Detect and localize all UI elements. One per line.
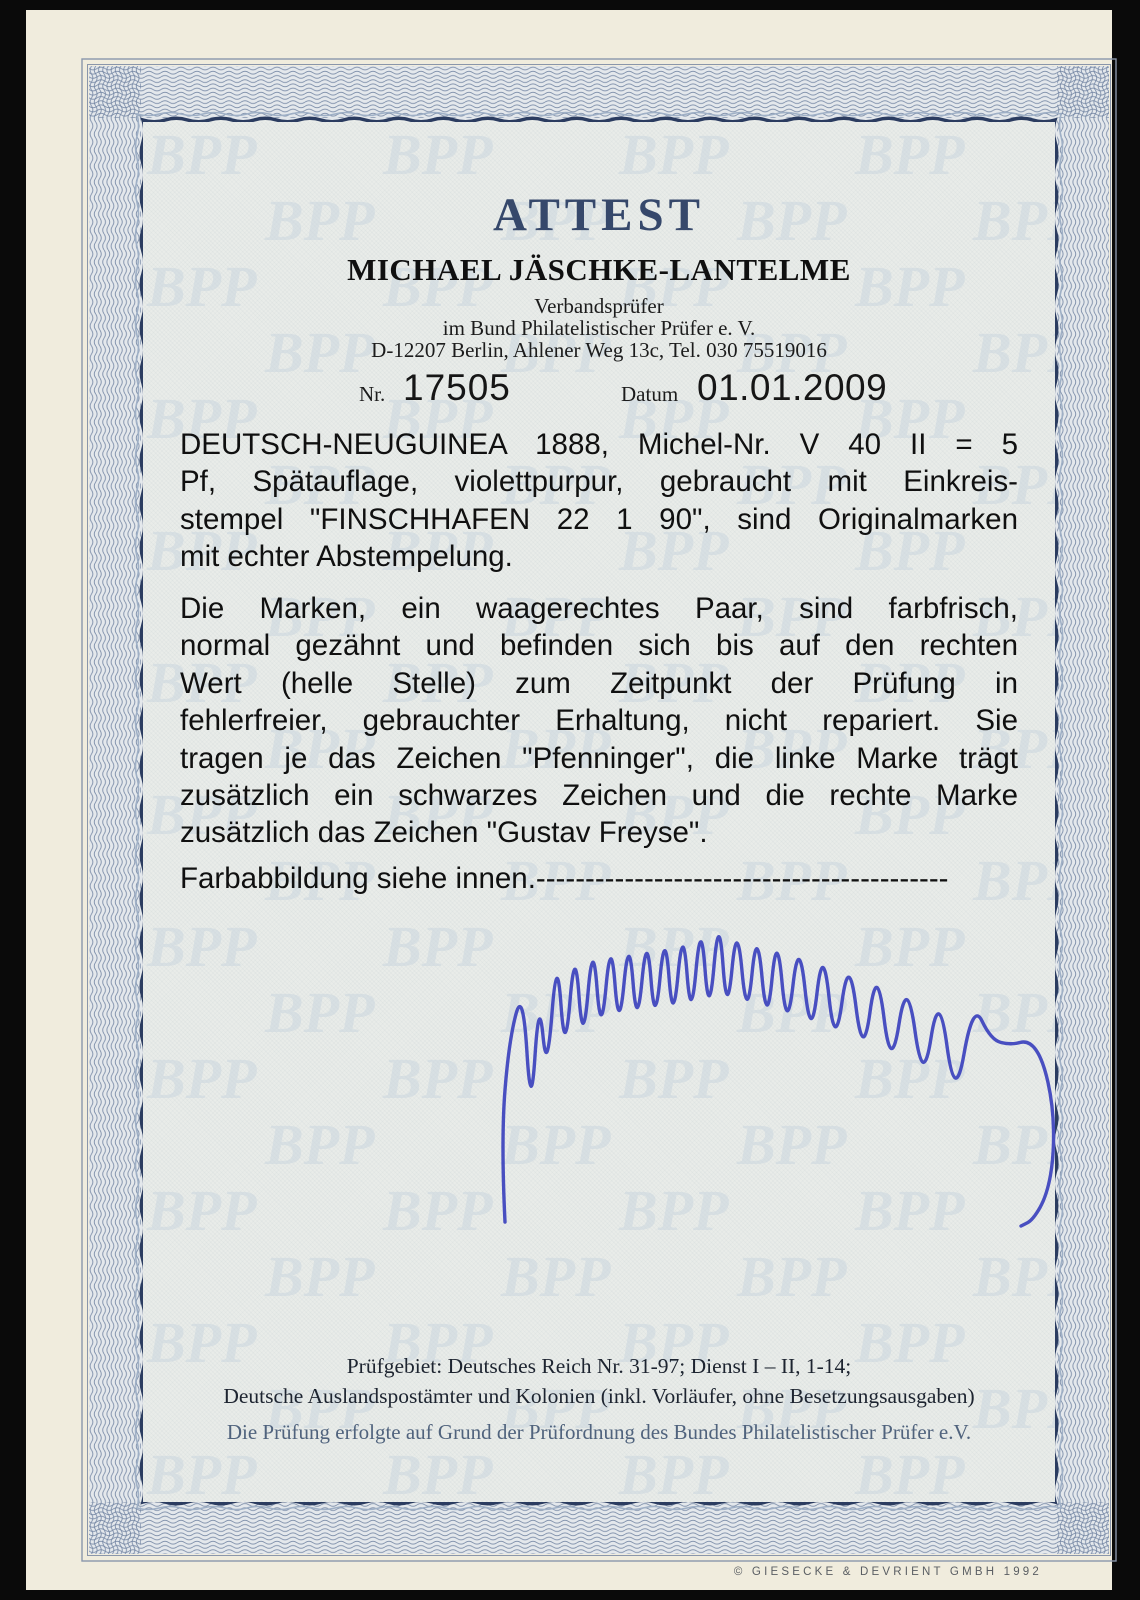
body-line: fehlerfreier, gebrauchter Erhaltung, nicht repariert. Sie — [180, 704, 1018, 738]
footer-pruefordnung-note: Die Prüfung erfolgte auf Grund der Prüfordnung des Bundes Philatelistischer Prüfer e.V. — [226, 1420, 972, 1444]
body-line: Pf, Spätauflage, violettpurpur, gebraucht mit Einkreis- — [180, 465, 1018, 499]
body-line: normal gezähnt und befinden sich bis auf den rechten — [180, 629, 1018, 663]
examiner-address: D-12207 Berlin, Ahlener Weg 13c, Tel. 030 75519016 — [371, 338, 827, 362]
certificate-date: 01.01.2009 — [697, 367, 888, 408]
color-illustration-note: Farbabbildung siehe innen.------------------------------------------ — [180, 862, 949, 895]
certificate-number: 17505 — [403, 367, 511, 408]
body-line: Wert (helle Stelle) zum Zeitpunkt der Prüfung in — [180, 666, 1018, 700]
body-line: tragen je das Zeichen "Pfenninger", die linke Marke trägt — [180, 741, 1018, 775]
examiner-association: im Bund Philatelistischer Prüfer e. V. — [442, 316, 756, 340]
certificate-title: ATTEST — [493, 189, 705, 241]
body-line: DEUTSCH-NEUGUINEA 1888, Michel-Nr. V 40 II = 5 — [180, 428, 1018, 461]
certificate-date-label: Datum — [621, 382, 679, 406]
examiner-name: MICHAEL JÄSCHKE-LANTELME — [347, 252, 851, 287]
body-line: zusätzlich das Zeichen "Gustav Freyse". — [180, 816, 708, 850]
examiner-role: Verbandsprüfer — [534, 294, 664, 318]
body-line: stempel "FINSCHHAFEN 22 1 90", sind Originalmarken — [180, 502, 1018, 536]
body-line: mit echter Abstempelung. — [180, 540, 513, 574]
body-line: Die Marken, ein waagerechtes Paar, sind farbfrisch, — [180, 592, 1018, 625]
footer-pruefgebiet-line1: Prüfgebiet: Deutsches Reich Nr. 31-97; Dienst I – II, 1-14; — [346, 1354, 852, 1378]
footer-pruefgebiet-line2: Deutsche Auslandspostämter und Kolonien (inkl. Vorläufer, ohne Besetzungsausgaben) — [223, 1384, 975, 1408]
condition-paragraph-2 — [180, 592, 1018, 854]
body-line: zusätzlich ein schwarzes Zeichen und die rechte Marke — [180, 778, 1018, 812]
certificate-number-label: Nr. — [359, 382, 386, 406]
signature — [481, 890, 1061, 1230]
description-paragraph-1 — [180, 428, 1018, 578]
certificate-body — [143, 122, 1055, 1502]
printer-imprint: © GIESECKE & DEVRIENT GMBH 1992 — [733, 1566, 1042, 1578]
certificate-paper — [26, 10, 1112, 1590]
